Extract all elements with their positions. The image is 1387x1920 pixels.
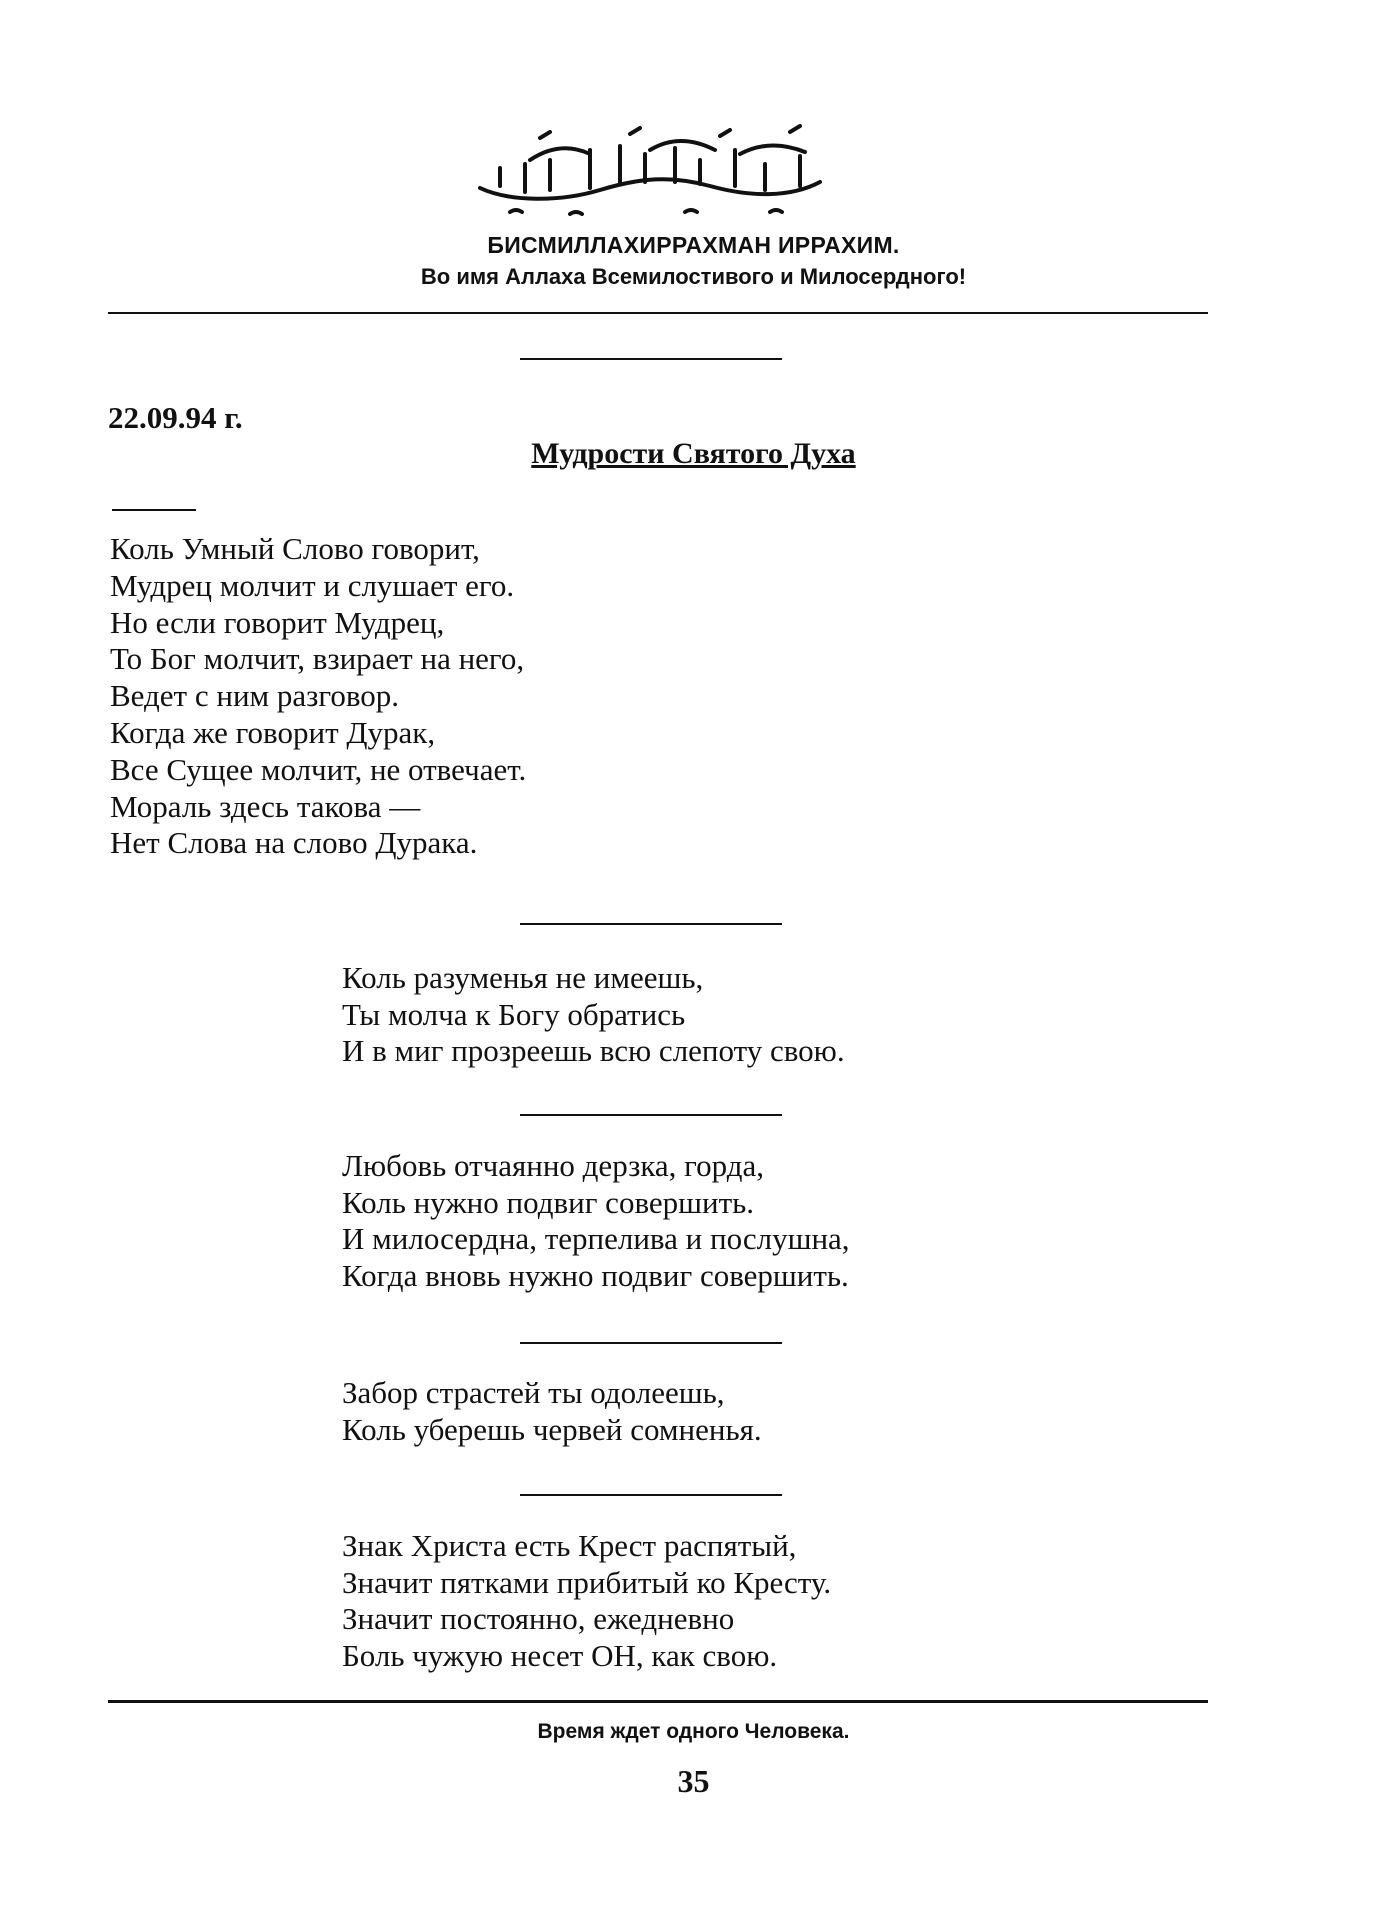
verse-line: Боль чужую несет ОН, как свою. [342,1637,778,1673]
verse-line: Забор страстей ты одолеешь, [342,1375,725,1410]
verse-line: Мудрец молчит и слушает его. [110,567,515,603]
stanza-3 [342,1148,850,1294]
bismillah-calligraphy [470,120,830,220]
stanza-5 [342,1528,831,1674]
verse-line: Когда вновь нужно подвиг совершить. [342,1257,849,1293]
stanza-4 [342,1375,762,1448]
verse-line: Ты молча к Богу обратись [342,996,686,1032]
entry-date: 22.09.94 г. [108,400,243,435]
verse-line: Мораль здесь такова — [110,788,421,824]
short-separator [112,509,196,511]
verse-line: И в миг прозреешь всю слепоту свою. [342,1033,845,1069]
verse-line: Когда же говорит Дурак, [110,714,436,750]
verse-line: Коль нужно подвиг совершить. [342,1184,755,1220]
verse-line: Знак Христа есть Крест распятый, [342,1528,797,1563]
verse-line: Коль Умный Слово говорит, [110,531,480,566]
verse-line: Ведет с ним разговор. [110,678,400,714]
stanza-2 [342,960,845,1070]
section-separator [520,1342,782,1344]
footer-motto: Время ждет одного Человека. [537,1720,850,1743]
footer-divider [108,1700,1208,1703]
verse-line: Коль уберешь червей сомненья. [342,1411,762,1447]
verse-line: И милосердна, терпелива и послушна, [342,1221,850,1257]
verse-line: Коль разуменья не имеешь, [342,960,704,995]
section-separator [520,1494,782,1496]
verse-line: Значит пятками прибитый ко Кресту. [342,1564,832,1600]
section-separator [520,923,782,925]
verse-line: Но если говорит Мудрец, [110,604,445,640]
verse-line: Любовь отчаянно дерзка, горда, [342,1148,764,1183]
stanza-1 [110,531,526,862]
bismillah-translation: Во имя Аллаха Всемилостивого и Милосердного! [420,264,967,289]
section-separator [520,358,782,360]
page-number: 35 [677,1763,710,1799]
verse-line: Все Сущее молчит, не отвечает. [110,751,527,787]
header-divider [108,312,1208,314]
section-separator [520,1114,782,1116]
bismillah-transliteration: БИСМИЛЛАХИРРАХМАН ИРРАХИМ. [487,232,900,258]
verse-line: Нет Слова на слово Дурака. [110,825,478,861]
verse-line: Значит постоянно, ежедневно [342,1601,735,1637]
poem-title: Мудрости Святого Духа [531,437,856,470]
verse-line: То Бог молчит, взирает на него, [110,641,525,677]
